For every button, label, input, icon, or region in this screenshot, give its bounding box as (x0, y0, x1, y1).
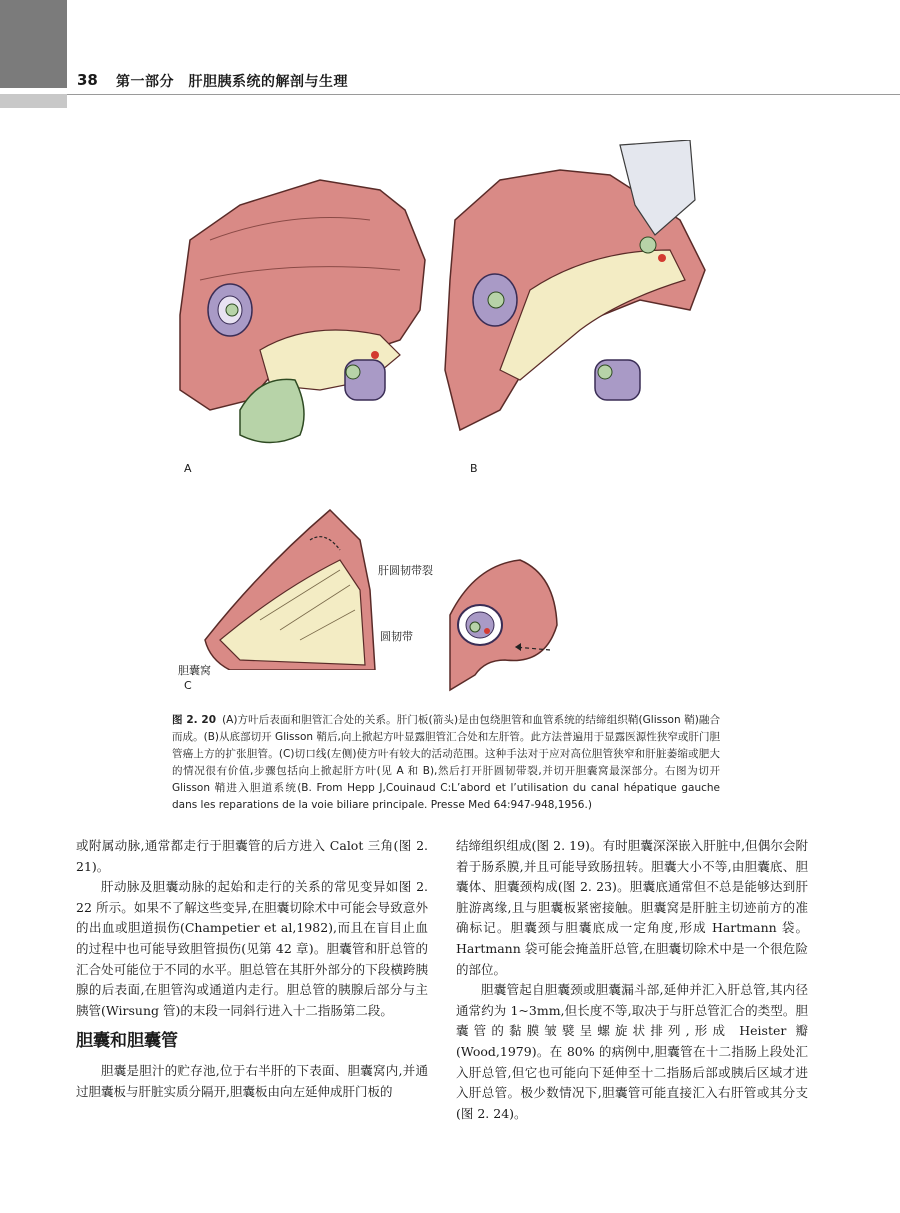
paragraph: 或附属动脉,通常都走行于胆囊管的后方进入 Calot 三角(图 2. 21)。 (76, 838, 428, 874)
panel-c-right-illustration (445, 555, 565, 695)
caption-text: (A)方叶后表面和胆管汇合处的关系。肝门板(箭头)是由包绕胆管和血管系统的结缔组织鞘(Glisson 鞘)融合而成。(B)从底部切开 Glisson 鞘后,向上掀起方叶显露胆管汇合处和左肝管。此方法普遍用于显露医源性狭窄或肝门胆管癌上方的扩张胆管。(C)切口线(左侧)使方叶有较大的活动范围。这种手法对于应对高位胆管狭窄和肝脏萎缩或肥大的情况很有价值,步骤包括向上掀起肝方叶(见 A 和 B),然后打开肝圆韧带裂,并切开胆囊窝最深部分。右图为切开 Glisson 鞘进入胆道系统(B. From Hepp J,Couinaud C:L’abord et l’utilisation du canal hépatique gauche dans les reparations de la voie biliare principale. Presse Med 64:947-948,1956.) (172, 714, 721, 811)
label-round-ligament: 圆韧带 (380, 630, 413, 643)
body-column-right (456, 836, 808, 1124)
figure-caption (172, 712, 720, 814)
paragraph: 胆囊是胆汁的贮存池,位于右半肝的下表面、胆囊窝内,并通过胆囊板与肝脏实质分隔开,胆囊板由向左延伸成肝门板的 (76, 1063, 428, 1099)
panel-c-left-illustration (200, 500, 400, 670)
paragraph: 胆囊管起自胆囊颈或胆囊漏斗部,延伸并汇入肝总管,其内径通常约为 1~3mm,但长度不等,取决于与肝总管汇合的类型。胆囊管的黏膜皱襞呈螺旋状排列,形成 Heister 瓣(Wood,1979)。在 80% 的病例中,胆囊管在十二指肠上段处汇入肝总管,但它也可能向下延伸至十二指肠后部或胰后区域才进入肝总管。极少数情况下,胆囊管可能直接汇入右肝管或其分支(图 2. 24)。 (456, 982, 808, 1121)
label-gallbladder-fossa: 胆囊窝 (178, 664, 211, 677)
panel-c-label: C (184, 679, 192, 692)
header-rule (67, 94, 900, 95)
chapter-tab-strip (0, 94, 67, 108)
panel-a-label: A (184, 462, 192, 475)
paragraph: 结缔组织组成(图 2. 19)。有时胆囊深深嵌入肝脏中,但偶尔会附着于肠系膜,并且可能导致肠扭转。胆囊大小不等,由胆囊底、胆囊体、胆囊颈构成(图 2. 23)。胆囊底通常但不总是能够达到肝脏游离缘,且与胆囊板紧密接触。胆囊窝是肝脏主切迹前方的准确标记。胆囊颈与胆囊底成一定角度,形成 Hartmann 袋。Hartmann 袋可能会掩盖肝总管,在胆囊切除术中是一个很危险的部位。 (456, 838, 808, 977)
panel-b-illustration (440, 140, 720, 460)
chapter-tab (0, 0, 67, 88)
section-heading: 胆囊和胆囊管 (76, 1031, 178, 1052)
paragraph: 肝动脉及胆囊动脉的起始和走行的关系的常见变异如图 2. 22 所示。如果不了解这些变异,在胆囊切除术中可能会导致意外的出血或胆道损伤(Champetier et al,1982),而且在盲目止血的过程中也可能导致胆管损伤(见第 42 章)。胆囊管和肝总管的汇合处可能位于不同的水平。胆总管在其肝外部分的下段横跨胰腺的后表面,在胆管沟或通道内走行。胆总管的胰腺后部分与主胰管(Wirsung 管)的末段一同斜行进入十二指肠第二段。 (76, 879, 428, 1018)
body-column-left (76, 836, 428, 1103)
page-number: 38 (77, 71, 98, 89)
figure-2-20 (170, 130, 720, 710)
label-round-ligament-fissure: 肝圆韧带裂 (378, 564, 433, 577)
caption-number: 图 2. 20 (172, 714, 217, 726)
panel-b-label: B (470, 462, 478, 475)
panel-a-illustration (170, 150, 440, 460)
running-title: 第一部分 肝胆胰系统的解剖与生理 (116, 74, 348, 90)
